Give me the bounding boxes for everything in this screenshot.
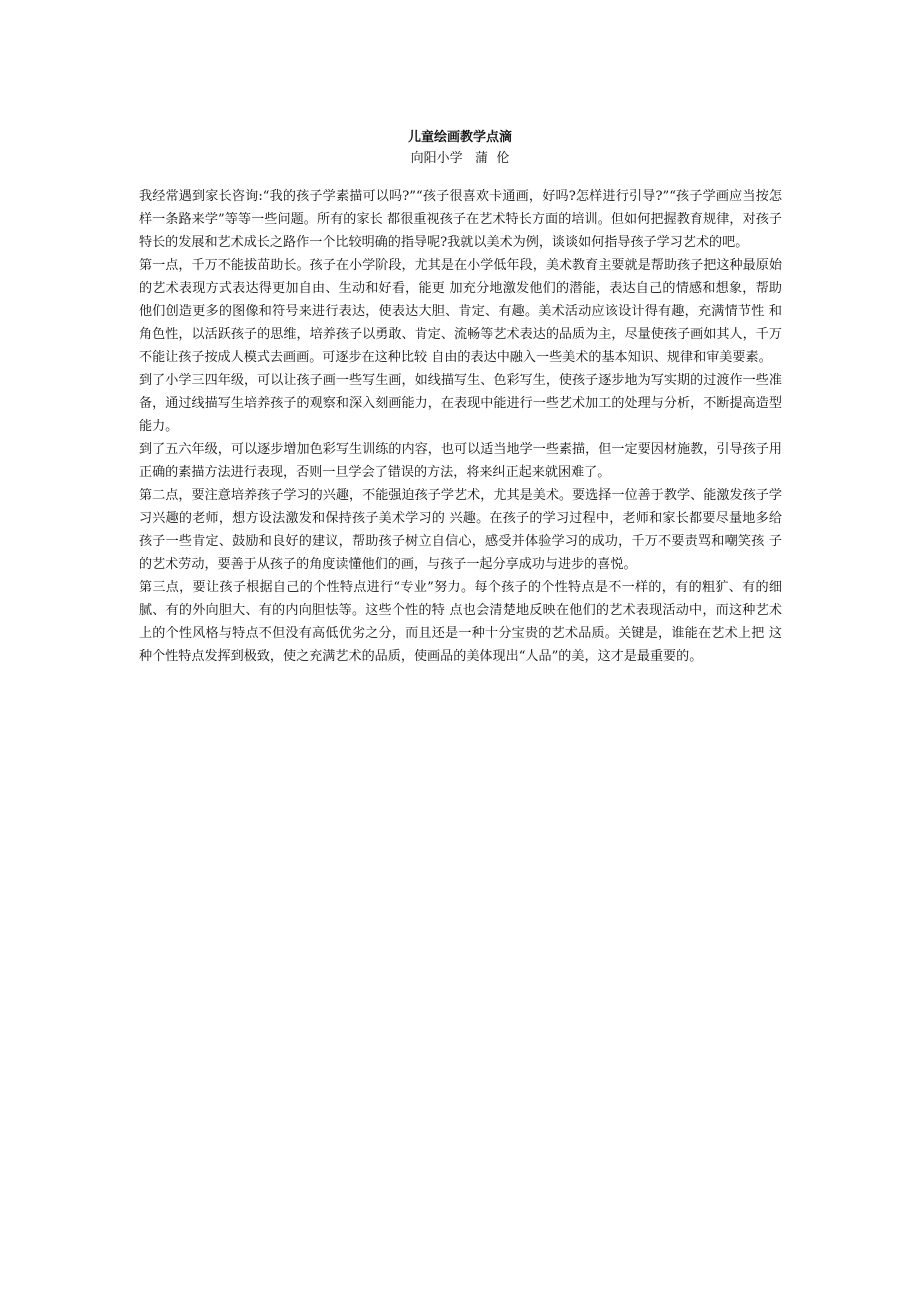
paragraph-point-one: 第一点，千万不能拔苗助长。孩子在小学阶段，尤其是在小学低年段，美术教育主要就是帮助孩子把这种最原始的艺术表现方式表达得更加自由、生动和好看，能更 加充分地激发他们的潜能，表达自己的情感和想象，帮助他们创造更多的图像和符号来进行表达，使表达大胆、肯定、有趣。美术活动应该设计得有趣，充满情节性 和角色性，以活跃孩子的思维，培养孩子以勇敢、肯定、流畅等艺术表达的品质为主，尽量使孩子画如其人，千万不能让孩子按成人模式去画画。可逐步在这种比较 自由的表达中融入一些美术的基本知识、规律和审美要素。 xyxy=(139,258,782,365)
paragraph-point-three: 第三点，要让孩子根据自己的个性特点进行“专业”努力。每个孩子的个性特点是不一样的，有的粗犷、有的细腻、有的外向胆大、有的内向胆怯等。这些个性的特 点也会清楚地反映在他们的艺术表现活动中，而这种艺术上的个性风格与特点不但没有高低优劣之分，而且还是一种十分宝贵的艺术品质。关键是，谁能在艺术上把 这种个性特点发挥到极致，使之充满艺术的品质，使画品的美体现出“人品”的美，这才是最重要的。 xyxy=(139,580,782,664)
author-byline: 向阳小学 蒲 伦 xyxy=(410,151,510,166)
paragraph-point-two: 第二点，要注意培养孩子学习的兴趣，不能强迫孩子学艺术，尤其是美术。要选择一位善于教学、能激发孩子学习兴趣的老师，想方设法激发和保持孩子美术学习的 兴趣。在孩子的学习过程中，老师和家长都要尽量地多给孩子一些肯定、鼓励和良好的建议，帮助孩子树立自信心，感受并体验学习的成功，千万不要责骂和嘲笑孩 子的艺术劳动，要善于从孩子的角度读懂他们的画，与孩子一起分享成功与进步的喜悦。 xyxy=(139,488,782,572)
paragraph-intro: 我经常遇到家长咨询:“我的孩子学素描可以吗?”“孩子很喜欢卡通画，好吗?怎样进行引导?”“孩子学画应当按怎样一条路来学”等等一些问题。所有的家长 都很重视孩子在艺术特长方面的培训。但如何把握教育规律，对孩子特长的发展和艺术成长之路作一个比较明确的指导呢?我就以美术为例，谈谈如何指导孩子学习艺术的吧。 xyxy=(139,189,782,250)
document-title: 儿童绘画教学点滴 xyxy=(407,130,512,145)
paragraph-grade-three-four: 到了小学三四年级，可以让孩子画一些写生画，如线描写生、色彩写生，使孩子逐步地为写实期的过渡作一些准备，通过线描写生培养孩子的观察和深入刻画能力，在表现中能进行一些艺术加工的处理与分析，不断提高造型能力。 xyxy=(139,373,782,434)
paragraph-grade-five-six: 到了五六年级，可以逐步增加色彩写生训练的内容，也可以适当地学一些素描，但一定要因材施教，引导孩子用正确的素描方法进行表现，否则一旦学会了错误的方法，将来纠正起来就困难了。 xyxy=(139,442,782,480)
document-body xyxy=(139,185,782,668)
